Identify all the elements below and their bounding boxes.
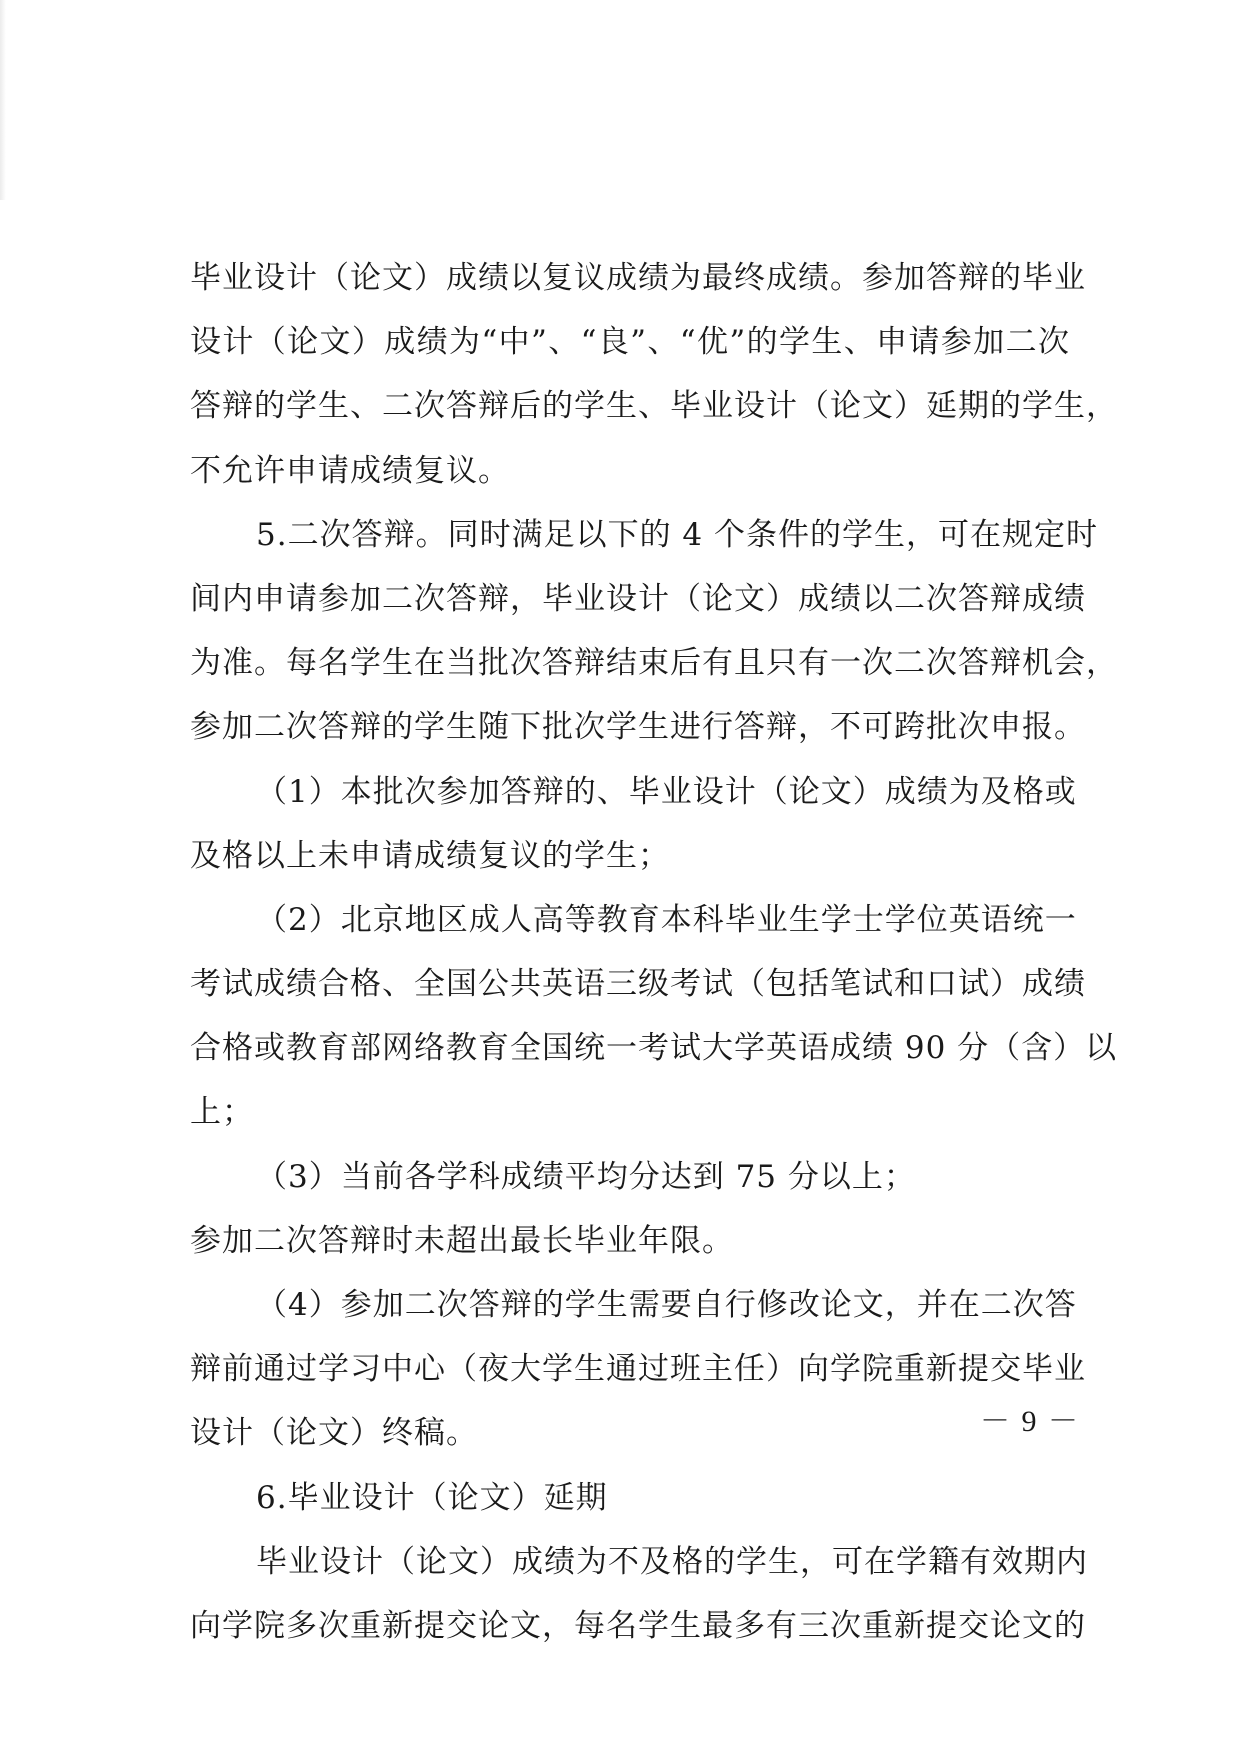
text-line: 设计（论文）终稿。 <box>190 1415 478 1452</box>
text-line: 及格以上未申请成绩复议的学生； <box>190 837 670 874</box>
text-line: 合格或教育部网络教育全国统一考试大学英语成绩 90 分（含）以 <box>190 1030 1118 1067</box>
text-line: 间内申请参加二次答辩，毕业设计（论文）成绩以二次答辩成绩 <box>190 580 1086 617</box>
text-line: 不允许申请成绩复议。 <box>190 452 510 489</box>
text-line: 参加二次答辩时未超出最长毕业年限。 <box>190 1222 734 1259</box>
condition-2-line: （2）北京地区成人高等教育本科毕业生学士学位英语统一 <box>256 901 1077 938</box>
condition-3-line: （3）当前各学科成绩平均分达到 75 分以上； <box>256 1158 916 1195</box>
condition-1-line: （1）本批次参加答辩的、毕业设计（论文）成绩为及格或 <box>256 773 1077 810</box>
text-line: 上； <box>190 1094 254 1131</box>
text-line: 毕业设计（论文）成绩为不及格的学生，可在学籍有效期内 <box>256 1543 1088 1580</box>
text-line: 考试成绩合格、全国公共英语三级考试（包括笔试和口试）成绩 <box>190 966 1086 1003</box>
text-line: 参加二次答辩的学生随下批次学生进行答辩，不可跨批次申报。 <box>190 709 1086 746</box>
section-5-heading-line: 5.二次答辩。同时满足以下的 4 个条件的学生，可在规定时 <box>256 516 1099 553</box>
section-6-heading-line: 6.毕业设计（论文）延期 <box>256 1479 608 1516</box>
document-body <box>190 246 1118 1658</box>
text-line: 设计（论文）成绩为“中”、“良”、“优”的学生、申请参加二次 <box>190 324 1070 361</box>
scan-edge-shadow <box>0 0 6 200</box>
page-number: － 9 － <box>980 1405 1080 1438</box>
text-line: 为准。每名学生在当批次答辩结束后有且只有一次二次答辩机会， <box>190 645 1118 682</box>
text-line: 辩前通过学习中心（夜大学生通过班主任）向学院重新提交毕业 <box>190 1351 1086 1388</box>
text-line: 毕业设计（论文）成绩以复议成绩为最终成绩。参加答辩的毕业 <box>190 260 1086 296</box>
text-line: 答辩的学生、二次答辩后的学生、毕业设计（论文）延期的学生， <box>190 388 1118 425</box>
text-line: 向学院多次重新提交论文，每名学生最多有三次重新提交论文的 <box>190 1607 1086 1644</box>
condition-4-line: （4）参加二次答辩的学生需要自行修改论文，并在二次答 <box>256 1287 1077 1323</box>
